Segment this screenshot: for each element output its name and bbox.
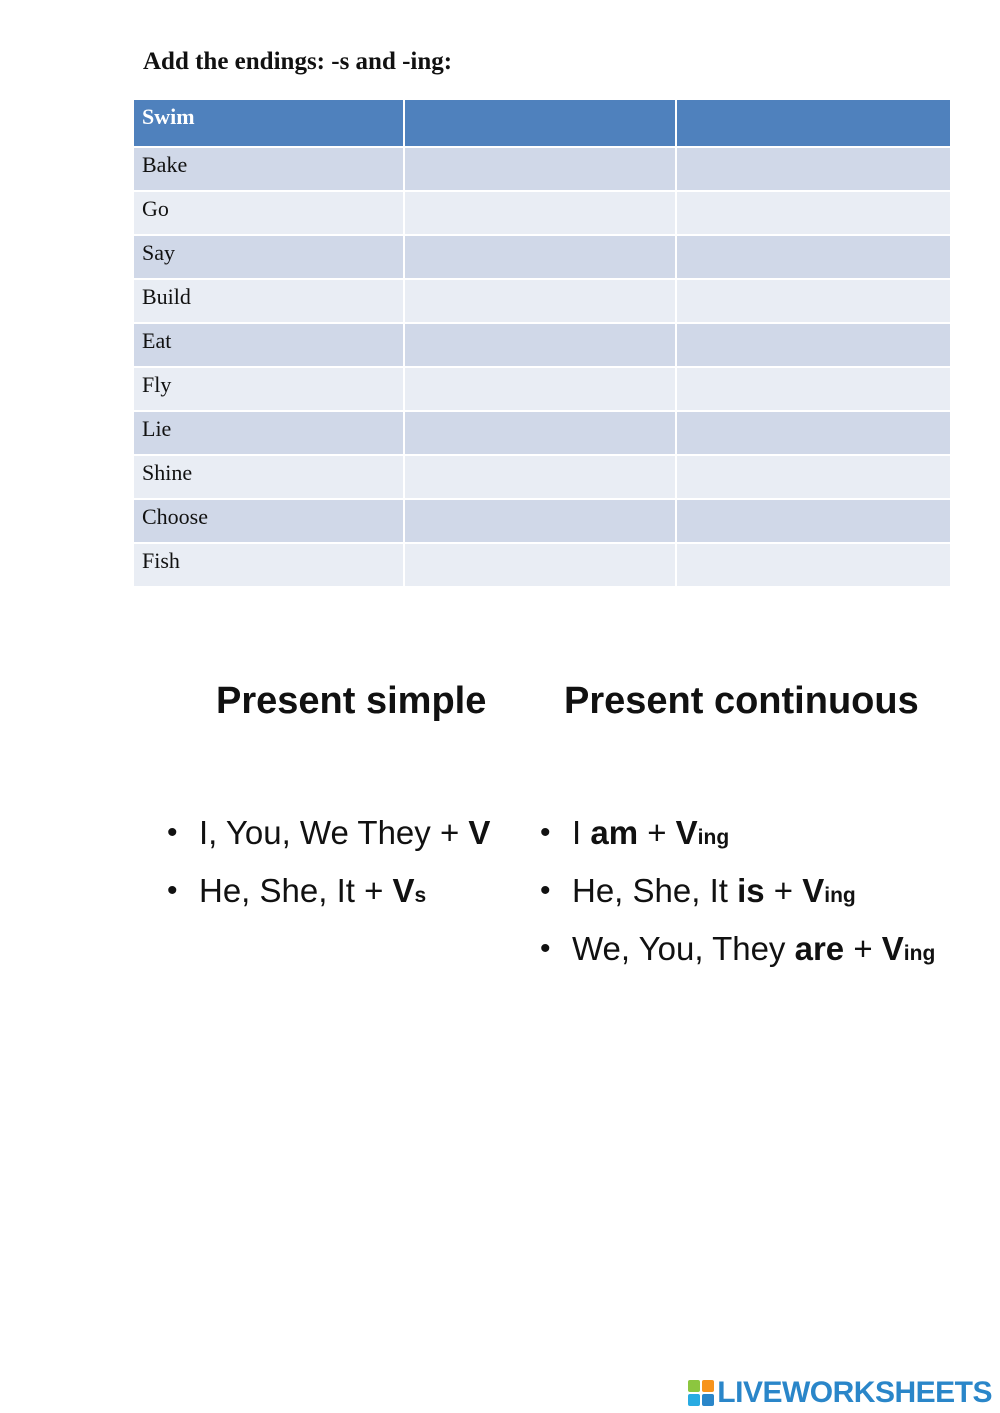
verb-cell: Choose	[134, 500, 405, 544]
liveworksheets-logo-text: LIVEWORKSHEETS	[717, 1376, 992, 1409]
table-header-cell: Swim	[134, 100, 405, 148]
logo-square	[702, 1380, 714, 1392]
liveworksheets-logo-icon	[688, 1380, 714, 1406]
answer-cell[interactable]	[677, 148, 950, 192]
logo-square	[688, 1394, 700, 1406]
present-simple-rule	[167, 813, 490, 871]
rule-verb: V	[468, 814, 491, 851]
table-row	[134, 148, 950, 192]
rule-plus: +	[764, 872, 803, 909]
answer-cell[interactable]	[677, 280, 950, 324]
answer-cell[interactable]	[677, 500, 950, 544]
rule-plus: +	[844, 930, 882, 967]
answer-cell[interactable]	[405, 412, 677, 456]
answer-cell[interactable]	[677, 236, 950, 280]
rule-ending: ing	[697, 826, 730, 849]
present-simple-rules	[167, 813, 490, 929]
rule-ending: ing	[824, 884, 856, 907]
logo-square	[688, 1380, 700, 1392]
verb-cell: Lie	[134, 412, 405, 456]
table-row	[134, 280, 950, 324]
answer-cell[interactable]	[677, 192, 950, 236]
rule-ending: ing	[903, 942, 936, 965]
verb-cell: Build	[134, 280, 405, 324]
verb-cell: Eat	[134, 324, 405, 368]
bullet-icon: •	[167, 816, 178, 849]
rule-verb: V	[802, 872, 825, 909]
answer-cell[interactable]	[405, 236, 677, 280]
rule-verb: V	[675, 814, 698, 851]
answer-cell[interactable]	[405, 500, 677, 544]
verb-cell: Fish	[134, 544, 405, 588]
present-simple-rule	[167, 871, 490, 929]
answer-cell[interactable]	[405, 148, 677, 192]
rule-subject: He, She, It +	[199, 872, 393, 909]
answer-cell[interactable]	[405, 280, 677, 324]
verb-cell: Fly	[134, 368, 405, 412]
table-header-cell	[405, 100, 677, 148]
table-header-row	[134, 100, 950, 148]
present-continuous-heading: Present continuous	[564, 680, 919, 722]
present-continuous-rules	[540, 813, 935, 987]
present-continuous-rule	[540, 871, 935, 929]
rule-subject: He, She, It	[572, 872, 738, 909]
present-continuous-rule	[540, 929, 935, 987]
logo-square	[702, 1394, 714, 1406]
answer-cell[interactable]	[405, 192, 677, 236]
table-row	[134, 192, 950, 236]
verb-cell: Go	[134, 192, 405, 236]
rule-subject: I	[572, 814, 591, 851]
rule-auxiliary: is	[737, 872, 765, 909]
table-header-cell	[677, 100, 950, 148]
liveworksheets-logo	[688, 1376, 992, 1410]
rule-verb: V	[881, 930, 904, 967]
table-row	[134, 412, 950, 456]
rule-subject: I, You, We They +	[199, 814, 469, 851]
present-simple-heading: Present simple	[216, 680, 487, 722]
rule-auxiliary: am	[590, 814, 639, 851]
rule-ending: s	[414, 884, 427, 907]
rule-verb: V	[392, 872, 415, 909]
rule-subject: We, You, They	[572, 930, 795, 967]
answer-cell[interactable]	[677, 412, 950, 456]
answer-cell[interactable]	[677, 324, 950, 368]
table-row	[134, 236, 950, 280]
table-row	[134, 500, 950, 544]
table-row	[134, 456, 950, 500]
present-continuous-rule	[540, 813, 935, 871]
bullet-icon: •	[540, 816, 551, 849]
answer-cell[interactable]	[405, 544, 677, 588]
table-row	[134, 544, 950, 588]
answer-cell[interactable]	[405, 324, 677, 368]
verb-table	[134, 100, 950, 588]
verb-cell: Bake	[134, 148, 405, 192]
answer-cell[interactable]	[677, 368, 950, 412]
verb-cell: Shine	[134, 456, 405, 500]
verb-cell: Say	[134, 236, 405, 280]
rule-auxiliary: are	[794, 930, 845, 967]
answer-cell[interactable]	[405, 456, 677, 500]
rule-plus: +	[638, 814, 676, 851]
bullet-icon: •	[540, 874, 551, 907]
table-row	[134, 368, 950, 412]
answer-cell[interactable]	[677, 544, 950, 588]
answer-cell[interactable]	[677, 456, 950, 500]
table-row	[134, 324, 950, 368]
answer-cell[interactable]	[405, 368, 677, 412]
bullet-icon: •	[540, 932, 551, 965]
bullet-icon: •	[167, 874, 178, 907]
instruction-heading: Add the endings: -s and -ing:	[143, 48, 453, 75]
